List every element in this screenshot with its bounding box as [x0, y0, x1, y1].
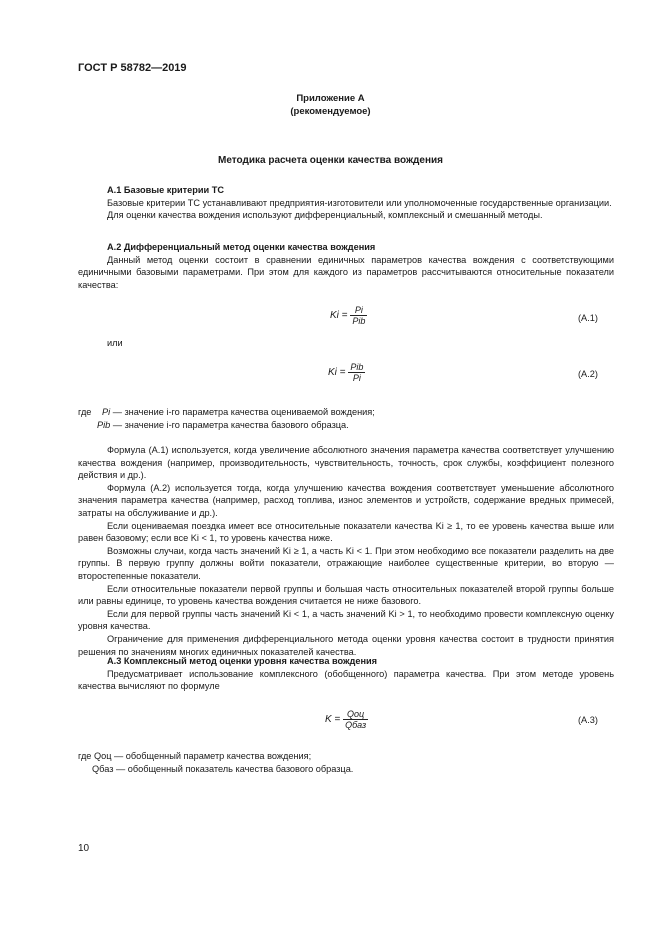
- formula-a3-lhs: K: [325, 714, 332, 726]
- page-number: 10: [78, 843, 90, 854]
- standard-header: ГОСТ Р 58782—2019: [78, 62, 187, 74]
- where-symbol-pi: Pi: [101, 407, 111, 417]
- section-a2-p7: Если для первой группы часть значений Ki < 1, а часть значений Ki > 1, то необходимо провести комплексную оценку уровня качества.: [78, 608, 614, 632]
- section-a1-p1: Базовые критерии ТС устанавливают предприятия-изготовители или уполномоченные государственные организации.: [107, 197, 612, 208]
- equation-number-a1: (А.1): [578, 313, 598, 323]
- formula-a2-eq: =: [339, 367, 346, 379]
- formula-a2-lhs: Ki: [328, 367, 337, 379]
- where-symbol-pib: Pib: [97, 419, 111, 430]
- where-text-1: — значение i-го параметра качества оцениваемой вождения;: [112, 407, 375, 417]
- where-a3-line-1: где Qоц — обобщенный параметр качества вождения;: [78, 751, 312, 761]
- where-block-a2: [78, 406, 614, 431]
- appendix-title: Приложение А: [296, 93, 365, 104]
- section-a2-intro: [78, 241, 614, 291]
- section-a3: [78, 655, 614, 693]
- formula-a1-lhs: Ki: [330, 310, 339, 322]
- section-a1: [78, 184, 614, 222]
- where-prefix: где: [78, 407, 92, 417]
- formula-a2-den: Pi: [352, 373, 361, 383]
- where-line-2: [78, 419, 614, 432]
- formula-a1-fraction: [350, 305, 367, 326]
- section-a2-p2: Формула (А.1) используется, когда увеличение абсолютного значения параметра качества соответствует улучшению качества вождения (например, производительность, чувствительность, точность, срок службы, коэффициент полезного действия и др.).: [78, 445, 614, 481]
- formula-a3-num: Qоц: [343, 709, 368, 720]
- section-a2-p8: Ограничение для применения дифференциального метода оценки уровня качества состоит в трудности принятия решения по значениям многих единичных показателей качества.: [78, 633, 614, 657]
- formula-a1-eq: =: [341, 310, 348, 322]
- formula-a3-den: Qбаз: [345, 720, 367, 730]
- where-block-a3: [78, 750, 614, 775]
- section-a1-title: А.1 Базовые критерии ТС: [107, 185, 224, 195]
- formula-a1-den: Pib: [352, 316, 366, 326]
- or-text: [107, 337, 207, 350]
- section-a1-p2: Для оценки качества вождения используют дифференциальный, комплексный и смешанный методы.: [107, 210, 543, 221]
- section-a2-p1: Данный метод оценки состоит в сравнении единичных параметров качества вождения с соответствующими единичными базовыми параметрами. При этом для каждого из параметров рассчитываются относительные показатели качества:: [78, 254, 614, 290]
- where-text-2: — значение i-го параметра качества базового образца.: [112, 419, 349, 430]
- section-a3-p1: Предусматривает использование комплексного (обобщенного) параметра качества. При этом методе уровень качества вычисляют по формуле: [78, 668, 614, 692]
- formula-a2: [328, 362, 365, 383]
- formula-a2-num: Pib: [350, 362, 364, 372]
- where-a3-line-2: Qбаз — обобщенный показатель качества базового образца.: [92, 763, 354, 774]
- appendix-subtitle: (рекомендуемое): [290, 106, 371, 117]
- where-line-1: [78, 406, 614, 419]
- formula-a3: [325, 709, 368, 730]
- equation-number-a3: (А.3): [578, 715, 598, 725]
- formula-a3-fraction: [343, 709, 368, 730]
- section-a2-p5: Возможны случаи, когда часть значений Ki ≥ 1, а часть Ki < 1. При этом необходимо все показатели разделить на две группы. В первую группу должны войти показатели, отражающие наиболее существенные критерии, во вторую — второстепенные показатели.: [78, 545, 614, 581]
- or-label: или: [107, 338, 123, 348]
- section-a2-p3: Формула (А.2) используется тогда, когда улучшению качества вождения соответствует уменьшение абсолютного значения параметра качества (например, расход топлива, износ элементов и устройств, содержание вредных примесей, затраты на обслуживание и др.).: [78, 482, 614, 518]
- section-a2-title: А.2 Дифференциальный метод оценки качества вождения: [107, 242, 376, 252]
- section-a3-title: А.3 Комплексный метод оценки уровня качества вождения: [107, 656, 378, 666]
- section-a2-p6: Если относительные показатели первой группы и большая часть относительных показателей второй группы больше или равны единице, то уровень качества вождения считается не ниже базового.: [78, 583, 614, 607]
- doc-title: Методика расчета оценки качества вождения: [218, 155, 443, 166]
- formula-a3-eq: =: [334, 714, 341, 726]
- section-a2-p4: Если оцениваемая поездка имеет все относительные показатели качества Ki ≥ 1, то ее уровень качества выше или равен базовому; если все Ki < 1, то уровень качества ниже.: [78, 520, 614, 544]
- formula-a1-num: Pi: [350, 305, 367, 316]
- section-a2-body: [78, 444, 614, 658]
- formula-a2-fraction: [348, 362, 365, 383]
- formula-a1: [330, 305, 367, 326]
- equation-number-a2: (А.2): [578, 369, 598, 379]
